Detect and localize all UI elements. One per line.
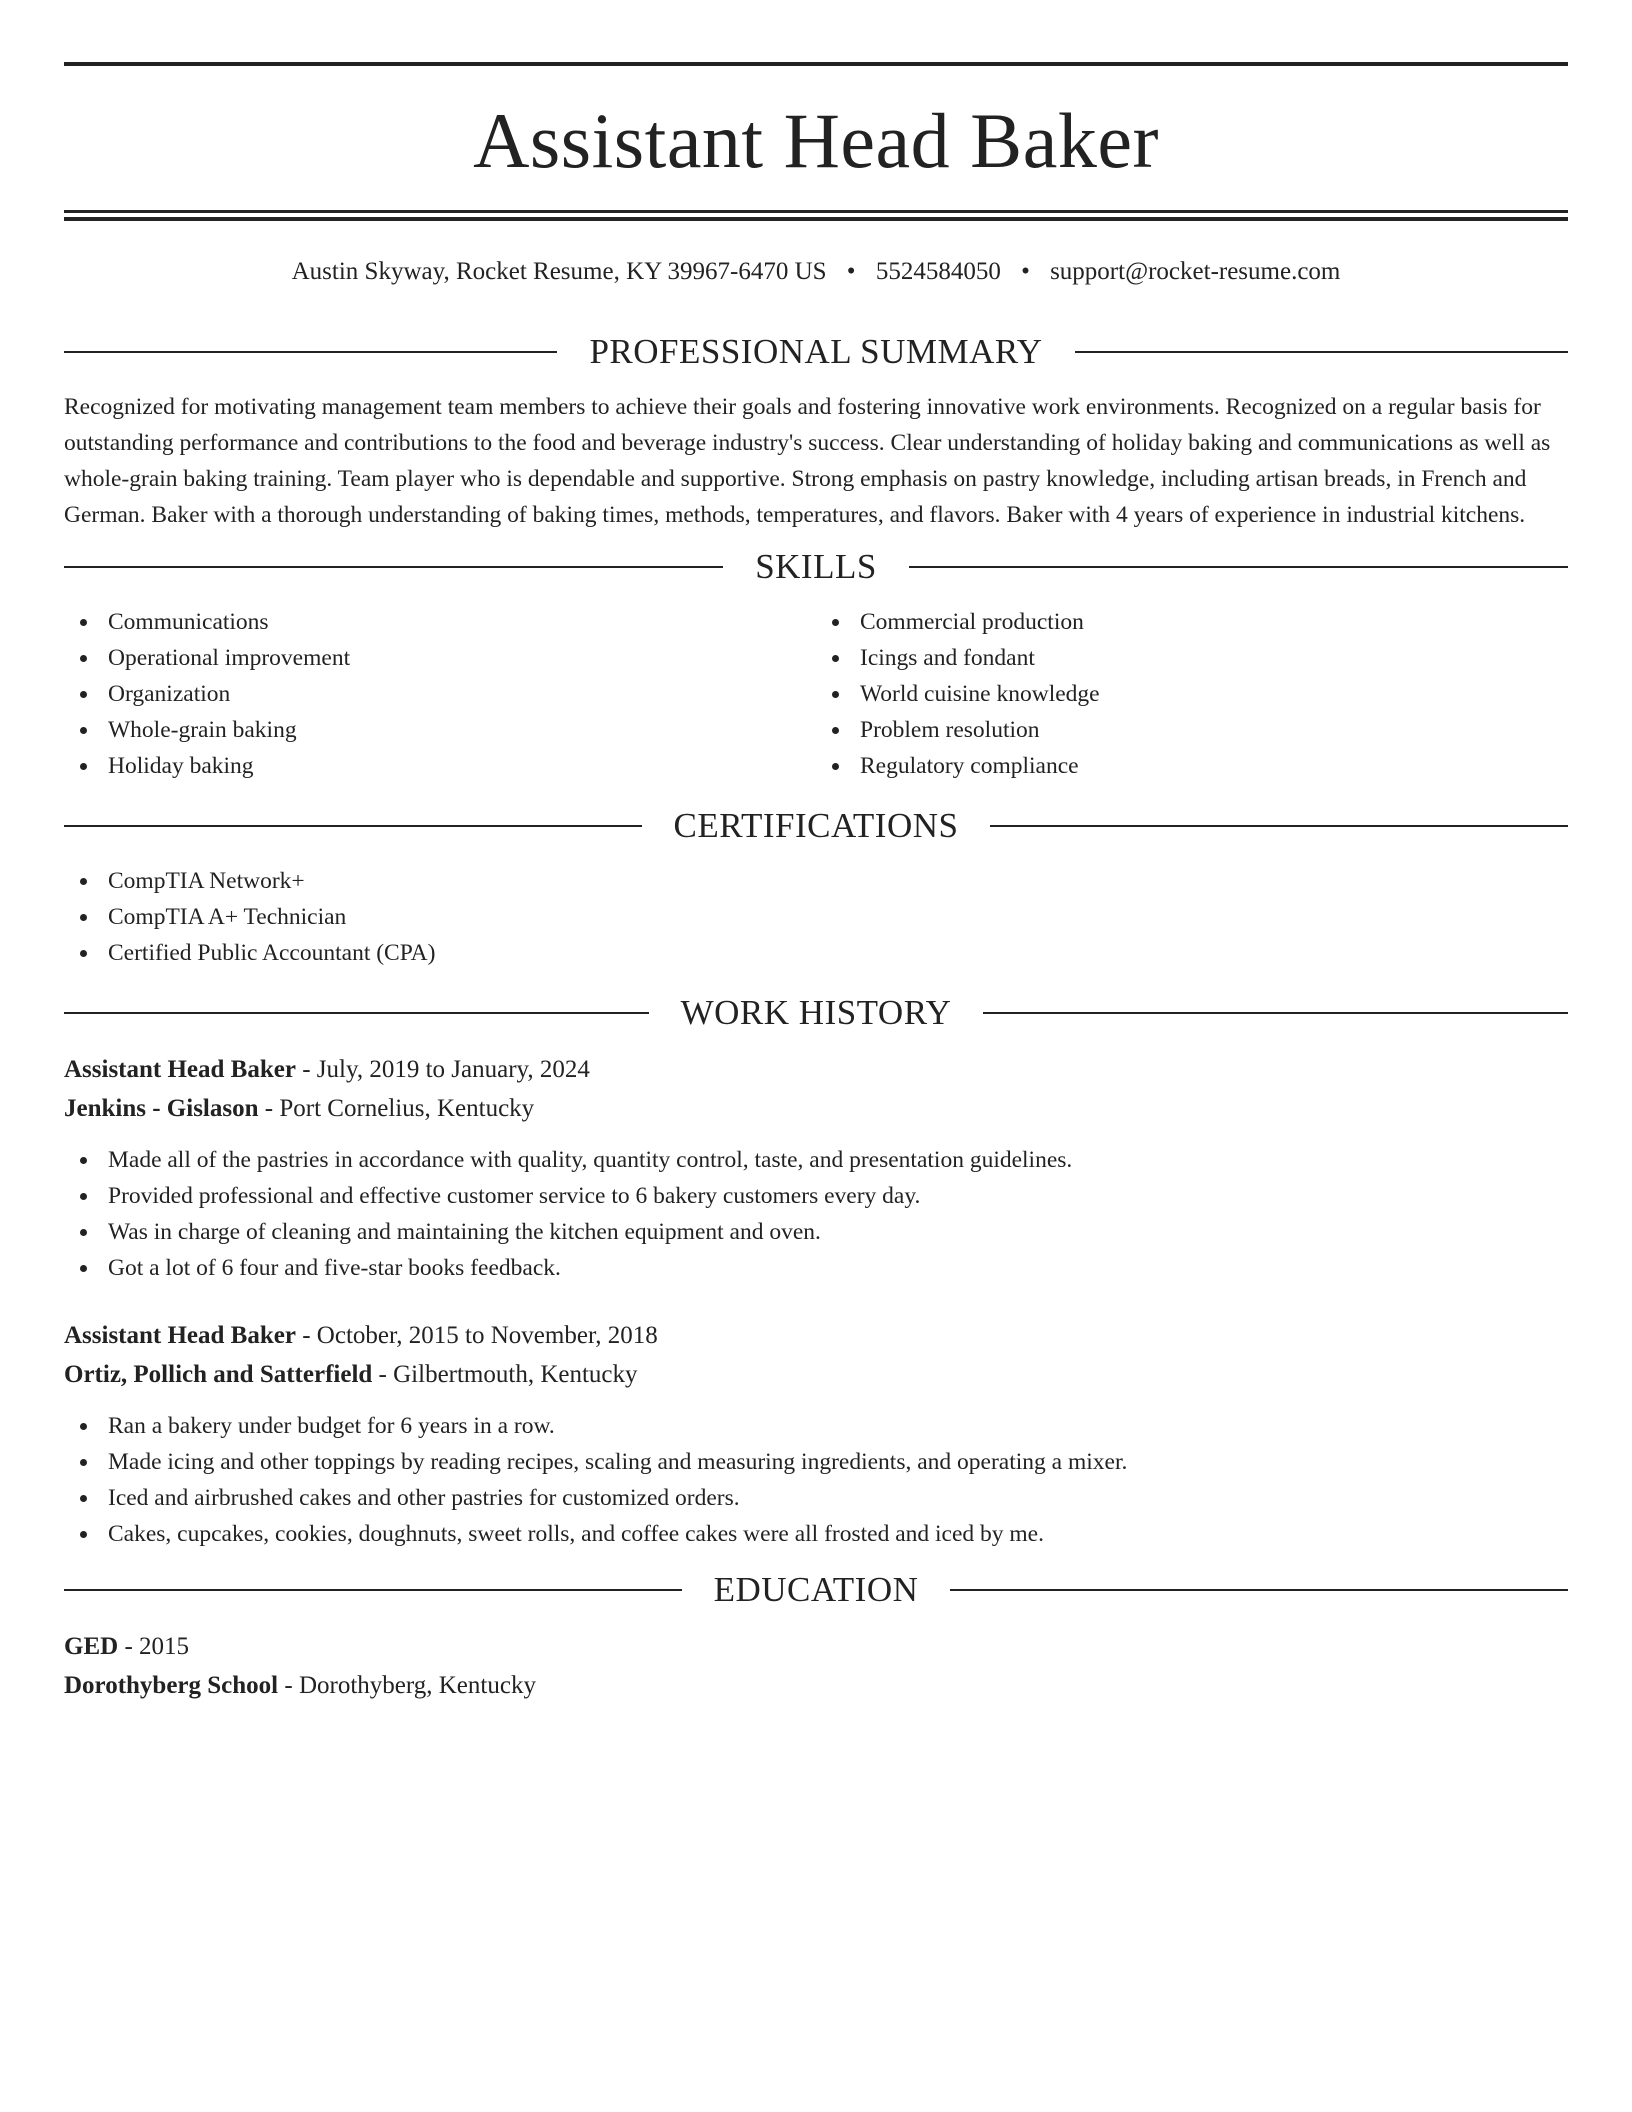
skill-item: Commercial production xyxy=(816,604,1568,640)
section-title: CERTIFICATIONS xyxy=(673,806,959,845)
section-title: EDUCATION xyxy=(713,1570,919,1609)
contact-email[interactable]: support@rocket-resume.com xyxy=(1050,258,1341,285)
section-heading-certifications xyxy=(64,808,1568,843)
job-entry xyxy=(64,1050,1568,1286)
skill-item: Problem resolution xyxy=(816,712,1568,748)
heading-rule xyxy=(950,1589,1568,1591)
job-title: Assistant Head Baker xyxy=(64,1322,296,1349)
contact-separator: • xyxy=(846,258,856,285)
education-school: Dorothyberg School xyxy=(64,1672,279,1699)
section-title: PROFESSIONAL SUMMARY xyxy=(589,332,1043,371)
education-location: - Dorothyberg, Kentucky xyxy=(278,1672,536,1699)
education-entry xyxy=(64,1627,1568,1705)
job-entry xyxy=(64,1316,1568,1552)
job-title-line xyxy=(64,1316,1568,1355)
section-title: WORK HISTORY xyxy=(680,993,952,1032)
heading-rule xyxy=(64,825,642,827)
heading-rule xyxy=(909,566,1568,568)
job-location: - Port Cornelius, Kentucky xyxy=(258,1095,535,1122)
skill-item: Communications xyxy=(64,604,816,640)
job-dates: - July, 2019 to January, 2024 xyxy=(295,1056,590,1083)
job-duty: Got a lot of 6 four and five-star books feedback. xyxy=(64,1250,1568,1286)
section-heading-skills xyxy=(64,549,1568,584)
contact-address: Austin Skyway, Rocket Resume, KY 39967-6470 US xyxy=(291,258,827,285)
skill-item: World cuisine knowledge xyxy=(816,676,1568,712)
job-company: Ortiz, Pollich and Satterfield xyxy=(64,1361,373,1388)
certification-item: CompTIA Network+ xyxy=(64,863,1568,899)
education-school-line xyxy=(64,1666,1568,1705)
heading-rule xyxy=(64,566,723,568)
contact-line xyxy=(64,257,1568,287)
section-heading-education xyxy=(64,1572,1568,1607)
skill-item: Regulatory compliance xyxy=(816,748,1568,784)
skills-list-left xyxy=(64,604,816,784)
section-title: SKILLS xyxy=(755,547,877,586)
education-degree-line xyxy=(64,1627,1568,1666)
job-duty: Made all of the pastries in accordance with quality, quantity control, taste, and presentation guidelines. xyxy=(64,1142,1568,1178)
skills-list-right xyxy=(816,604,1568,784)
skills-grid xyxy=(64,604,1568,784)
title-double-rule xyxy=(64,210,1568,221)
heading-rule xyxy=(990,825,1568,827)
job-dates: - October, 2015 to November, 2018 xyxy=(295,1322,658,1349)
contact-separator: • xyxy=(1021,258,1030,285)
skill-item: Holiday baking xyxy=(64,748,816,784)
education-year: - 2015 xyxy=(118,1633,190,1660)
summary-text: Recognized for motivating management team members to achieve their goals and fostering innovative work environments. Recognized on a regular basis for outstanding performance and contributions to the food and beverage industry's success. Clear understanding of holiday baking and communications as well as whole-grain baking training. Team player who is dependable and supportive. Strong emphasis on pastry knowledge, including artisan breads, in French and German. Baker with a thorough understanding of baking times, methods, temperatures, and flavors. Baker with 4 years of experience in industrial kitchens. xyxy=(64,394,1551,528)
section-heading-work-history xyxy=(64,995,1568,1030)
job-company-line xyxy=(64,1089,1568,1128)
skill-item: Organization xyxy=(64,676,816,712)
job-duty: Provided professional and effective customer service to 6 bakery customers every day. xyxy=(64,1178,1568,1214)
certification-item: CompTIA A+ Technician xyxy=(64,899,1568,935)
heading-rule xyxy=(64,1589,682,1591)
job-duty: Was in charge of cleaning and maintaining the kitchen equipment and oven. xyxy=(64,1214,1568,1250)
education-degree: GED xyxy=(64,1633,119,1660)
job-duty: Made icing and other toppings by reading recipes, scaling and measuring ingredients, and operating a mixer. xyxy=(64,1444,1568,1480)
heading-rule xyxy=(64,1012,649,1014)
top-rule xyxy=(64,62,1568,66)
job-duty: Iced and airbrushed cakes and other pastries for customized orders. xyxy=(64,1480,1568,1516)
job-location: - Gilbertmouth, Kentucky xyxy=(372,1361,638,1388)
job-company-line xyxy=(64,1355,1568,1394)
section-heading-summary xyxy=(64,334,1568,369)
certifications-list xyxy=(64,863,1568,971)
job-duties-list xyxy=(64,1142,1568,1286)
job-duties-list xyxy=(64,1408,1568,1552)
heading-rule xyxy=(983,1012,1568,1014)
job-title-line xyxy=(64,1050,1568,1089)
skill-item: Icings and fondant xyxy=(816,640,1568,676)
contact-phone[interactable]: 5524584050 xyxy=(875,258,1001,285)
certification-item: Certified Public Accountant (CPA) xyxy=(64,935,1568,971)
job-title: Assistant Head Baker xyxy=(64,1056,296,1083)
job-duty: Ran a bakery under budget for 6 years in a row. xyxy=(64,1408,1568,1444)
heading-rule xyxy=(1075,351,1568,353)
job-duty: Cakes, cupcakes, cookies, doughnuts, sweet rolls, and coffee cakes were all frosted and iced by me. xyxy=(64,1516,1568,1552)
skill-item: Operational improvement xyxy=(64,640,816,676)
heading-rule xyxy=(64,351,557,353)
skill-item: Whole-grain baking xyxy=(64,712,816,748)
job-company: Jenkins - Gislason xyxy=(64,1095,259,1122)
resume-title: Assistant Head Baker xyxy=(473,97,1159,184)
